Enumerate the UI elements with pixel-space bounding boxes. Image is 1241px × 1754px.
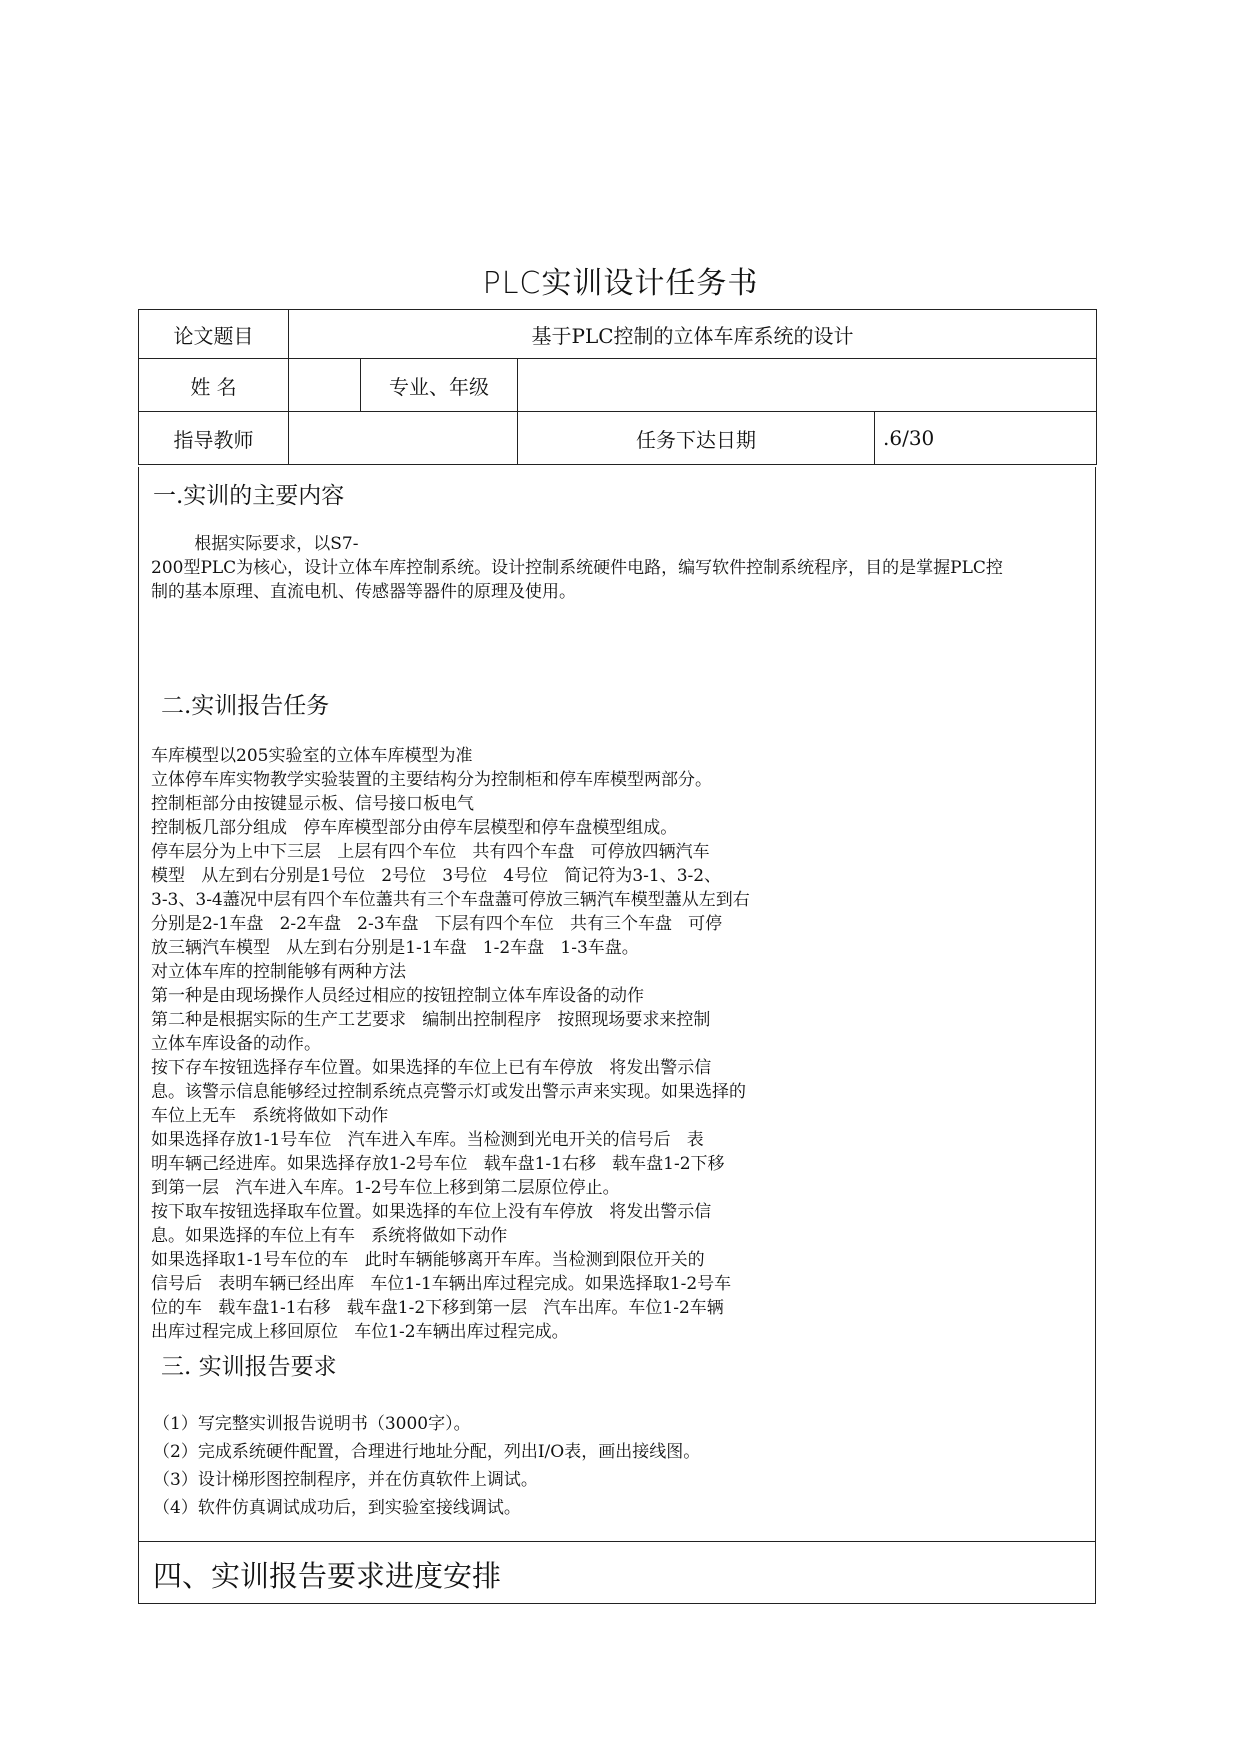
section2-line: 3-3、3-4藎况中层有四个车位藎共有三个车盘藎可停放三辆汽车模型藎从左到右 — [151, 890, 750, 910]
page-title: PLC实训设计任务书 — [482, 266, 759, 301]
major-value — [518, 359, 1097, 412]
section2-line: 车库模型以205实验室的立体车库模型为准 — [151, 746, 473, 766]
thesis-label: 论文题目 — [139, 310, 289, 359]
section2-line: 息。如果选择的车位上有车 系统将做如下动作 — [151, 1226, 508, 1246]
advisor-row — [139, 412, 1097, 465]
section2-line: 如果选择取1-1号车位的车 此时车辆能够离开车库。当检测到限位开关的 — [151, 1250, 705, 1270]
section2-line: 立体车库设备的动作。 — [151, 1034, 321, 1054]
section2-line: 停车层分为上中下三层 上层有四个车位 共有四个车盘 可停放四辆汽车 — [151, 842, 710, 862]
section2-line: 控制板几部分组成 停车库模型部分由停车层模型和停车盘模型组成。 — [151, 818, 678, 838]
schedule-box — [138, 1541, 1096, 1604]
section1-line: 200型PLC为核心，设计立体车库控制系统。设计控制系统硬件电路，编写软件控制系统程序，目的是掌握PLC控 — [151, 558, 1003, 578]
name-row — [139, 359, 1097, 412]
thesis-row — [139, 310, 1097, 359]
section4-heading: 四、实训报告要求进度安排 — [153, 1559, 502, 1593]
section2-line: 如果选择存放1-1号车位 汽车进入车库。当检测到光电开关的信号后 表 — [151, 1130, 704, 1150]
section2-line: 位的车 载车盘1-1右移 载车盘1-2下移到第一层 汽车出库。车位1-2车辆 — [151, 1298, 724, 1318]
section2-line: 分别是2-1车盘 2-2车盘 2-3车盘 下层有四个车位 共有三个车盘 可停 — [151, 914, 723, 934]
advisor-label: 指导教师 — [139, 412, 289, 465]
name-label: 姓 名 — [139, 359, 289, 412]
major-label: 专业、年级 — [361, 359, 518, 412]
section2-line: 控制柜部分由按键显示板、信号接口板电气 — [151, 794, 474, 814]
section2-heading: 二.实训报告任务 — [161, 693, 330, 719]
date-value: .6/30 — [875, 412, 1097, 465]
requirement-item: （2）完成系统硬件配置，合理进行地址分配，列出I/O表，画出接线图。 — [153, 1442, 701, 1462]
section3-heading: 三. 实训报告要求 — [161, 1354, 337, 1380]
name-value — [289, 359, 361, 412]
section1-heading: 一.实训的主要内容 — [153, 483, 345, 509]
requirement-item: （4）软件仿真调试成功后，到实验室接线调试。 — [153, 1498, 521, 1518]
section2-line: 车位上无车 系统将做如下动作 — [151, 1106, 389, 1126]
requirement-item: （3）设计梯形图控制程序，并在仿真软件上调试。 — [153, 1470, 538, 1490]
section2-line: 息。该警示信息能够经过控制系统点亮警示灯或发出警示声来实现。如果选择的 — [151, 1082, 746, 1102]
section2-line: 按下存车按钮选择存车位置。如果选择的车位上已有车停放 将发出警示信 — [151, 1058, 712, 1078]
section2-line: 模型 从左到右分别是1号位 2号位 3号位 4号位 简记符为3-1、3-2、 — [151, 866, 722, 886]
section2-line: 出库过程完成上移回原位 车位1-2车辆出库过程完成。 — [151, 1322, 569, 1342]
section2-line: 到第一层 汽车进入车库。1-2号车位上移到第二层原位停止。 — [151, 1178, 620, 1198]
section2-line: 信号后 表明车辆已经出库 车位1-1车辆出库过程完成。如果选择取1-2号车 — [151, 1274, 732, 1294]
content-box — [138, 467, 1096, 1542]
requirement-item: （1）写完整实训报告说明书（3000字）。 — [153, 1414, 471, 1434]
info-table — [138, 309, 1097, 465]
section2-line: 明车辆己经进库。如果选择存放1-2号车位 载车盘1-1右移 载车盘1-2下移 — [151, 1154, 725, 1174]
date-label: 任务下达日期 — [518, 412, 875, 465]
section2-line: 立体停车库实物教学实验装置的主要结构分为控制柜和停车库模型两部分。 — [151, 770, 712, 790]
advisor-value — [289, 412, 518, 465]
thesis-value: 基于PLC控制的立体车库系统的设计 — [289, 310, 1097, 359]
section1-line: 根据实际要求，以S7- — [151, 534, 359, 554]
section2-line: 放三辆汽车模型 从左到右分别是1-1车盘 1-2车盘 1-3车盘。 — [151, 938, 639, 958]
section1-line: 制的基本原理、直流电机、传感器等器件的原理及使用。 — [151, 582, 576, 602]
section2-line: 按下取车按钮选择取车位置。如果选择的车位上没有车停放 将发出警示信 — [151, 1202, 712, 1222]
section2-line: 第二种是根据实际的生产工艺要求 编制出控制程序 按照现场要求来控制 — [151, 1010, 711, 1030]
section2-line: 第一种是由现场操作人员经过相应的按钮控制立体车库设备的动作 — [151, 986, 644, 1006]
section2-line: 对立体车库的控制能够有两种方法 — [151, 962, 406, 982]
